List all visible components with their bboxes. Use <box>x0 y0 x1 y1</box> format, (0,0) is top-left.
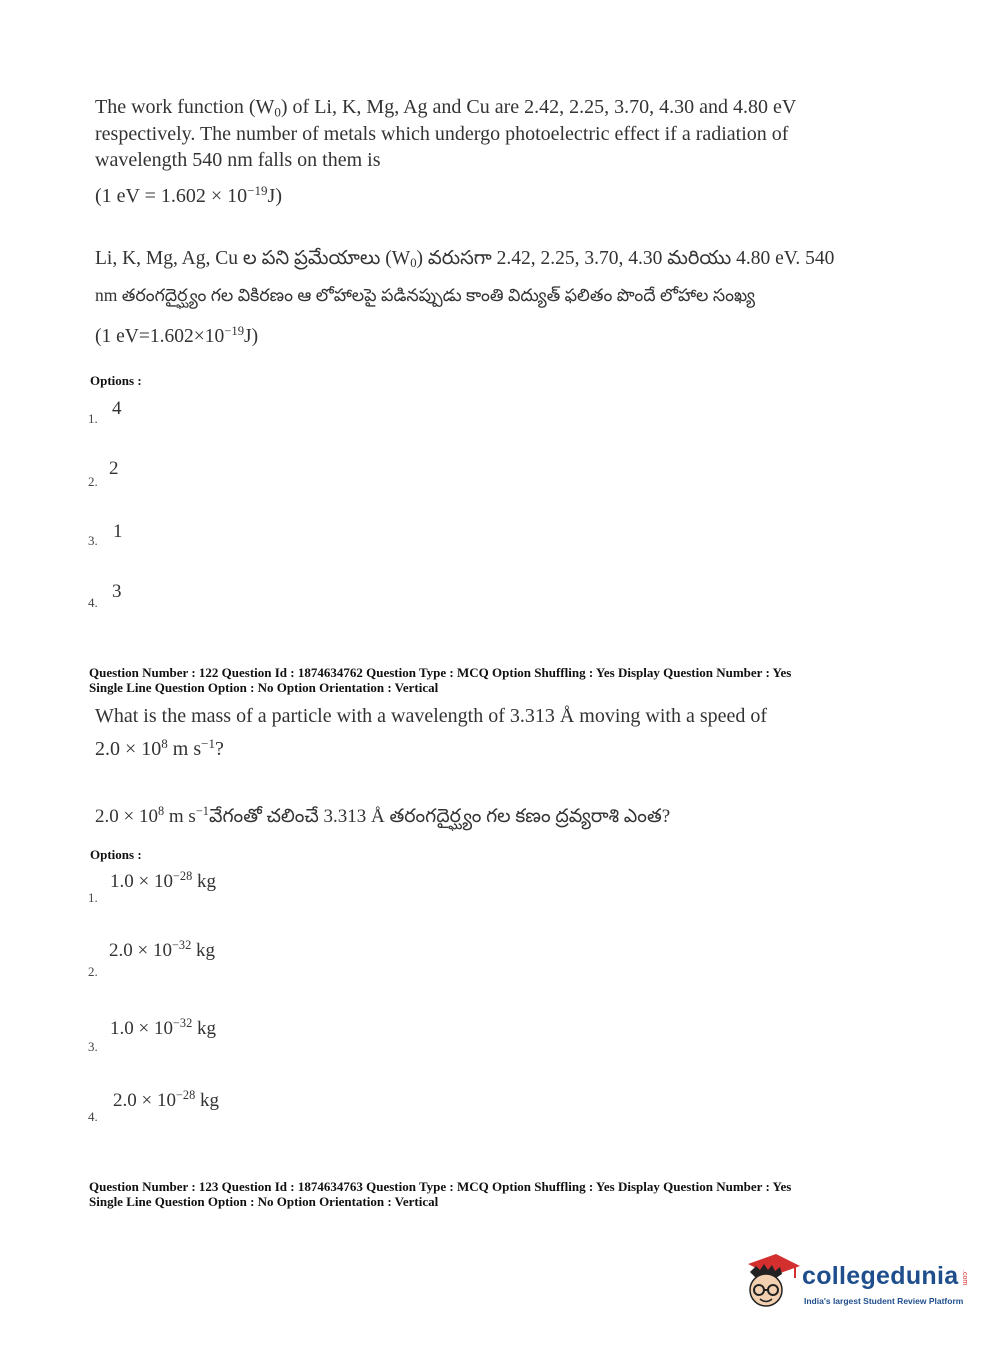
q122-te-line-c: వేగంతో చలించే 3.313 Å తరంగదైర్ఘ్యం గల కణం ద్రవ్యరాశి ఎంత? <box>208 805 671 827</box>
option-number: 4. <box>88 1109 98 1124</box>
option-mantissa: 1.0 × 10 <box>110 870 173 892</box>
q122-options-label: Options : <box>90 847 142 862</box>
q122-option-2[interactable] <box>88 935 288 977</box>
q121-option-2[interactable] <box>88 458 148 490</box>
q121-te-line3-sup: −19 <box>224 324 245 338</box>
q121-en-line1-sub: 0 <box>274 104 281 120</box>
option-mantissa: 1.0 × 10 <box>110 1017 173 1039</box>
option-value <box>113 1088 219 1112</box>
q123-meta-line2: Single Line Question Option : No Option Orientation : Vertical <box>89 1194 439 1209</box>
collegedunia-logo[interactable] <box>742 1250 982 1320</box>
logo-suffix: .com <box>961 1270 968 1286</box>
q122-option-4[interactable] <box>88 1085 288 1127</box>
mascot-icon <box>742 1250 800 1312</box>
q121-te-line1-b: ) వరుసగా 2.42, 2.25, 3.70, 4.30 మరియు 4.80 eV. 540 <box>416 248 835 269</box>
q121-en-line4-a: (1 eV = 1.602 × 10 <box>95 185 248 208</box>
option-mantissa: 2.0 × 10 <box>109 939 172 961</box>
q121-option-1[interactable] <box>88 398 148 430</box>
option-value <box>110 869 216 893</box>
q121-en-line4-sup: −19 <box>247 183 268 198</box>
q121-te-line2: nm తరంగదైర్ఘ్యం గల వికిరణం ఆ లోహాలపై పడినప్పుడు కాంతి విద్యుత్ ఫలితం పొందే లోహాల సంఖ్య <box>95 285 756 305</box>
option-number: 2. <box>88 964 98 979</box>
option-unit: kg <box>192 1017 217 1039</box>
option-number: 3. <box>88 1039 98 1054</box>
option-value: 4 <box>112 398 122 419</box>
option-value <box>109 938 215 962</box>
q122-en-line2 <box>95 731 224 763</box>
option-number: 3. <box>88 533 98 548</box>
q122-en-line2-a: 2.0 × 10 <box>95 738 162 761</box>
option-exponent: −32 <box>171 938 192 952</box>
q121-te-line1 <box>95 246 834 277</box>
option-value <box>110 1016 216 1040</box>
option-number: 1. <box>88 411 98 426</box>
option-unit: kg <box>195 1089 220 1111</box>
q121-en-line1-a: The work function (W <box>95 96 275 118</box>
q121-en-line4 <box>95 178 282 210</box>
q121-te-line3-a: (1 eV=1.602×10 <box>95 325 225 347</box>
logo-tagline: India's largest Student Review Platform <box>804 1296 964 1306</box>
q121-en-line4-b: J) <box>267 185 282 208</box>
q122-en-line2-sup2: −1 <box>201 736 215 751</box>
option-number: 2. <box>88 474 98 489</box>
q122-meta-line2: Single Line Question Option : No Option Orientation : Vertical <box>89 680 439 695</box>
q122-te-line-b: m s <box>164 805 196 827</box>
option-number: 1. <box>88 890 98 905</box>
q122-te-line <box>95 798 670 830</box>
q122-en-line2-c: ? <box>214 738 224 761</box>
option-number: 4. <box>88 595 98 610</box>
q121-options-label: Options : <box>90 373 142 388</box>
q123-meta-line1: Question Number : 123 Question Id : 1874634763 Question Type : MCQ Option Shuffling : Yes Display Question Number : Yes <box>89 1179 792 1194</box>
q121-en-line2: respectively. The number of metals which undergo photoelectric effect if a radiation of <box>95 123 789 145</box>
logo-wordmark <box>802 1262 958 1291</box>
option-exponent: −28 <box>175 1088 196 1102</box>
q122-en-line1: What is the mass of a particle with a wavelength of 3.313 Å moving with a speed of <box>95 705 768 727</box>
q122-te-line-sup1: 8 <box>157 804 165 818</box>
option-exponent: −32 <box>172 1016 193 1030</box>
q122-te-line-a: 2.0 × 10 <box>95 805 158 827</box>
q121-option-4[interactable] <box>88 581 148 613</box>
q121-en-line1-rest: ) of Li, K, Mg, Ag and Cu are 2.42, 2.25, 3.70, 4.30 and 4.80 eV <box>280 96 797 118</box>
option-value: 3 <box>112 581 122 602</box>
option-unit: kg <box>192 870 217 892</box>
option-value: 2 <box>109 458 119 479</box>
option-value: 1 <box>113 521 123 542</box>
q121-en-line3: wavelength 540 nm falls on them is <box>95 149 381 171</box>
option-exponent: −28 <box>172 869 193 883</box>
q121-te-line1-a: Li, K, Mg, Ag, Cu ల పని ప్రమేయాలు (W <box>95 248 411 269</box>
q122-option-3[interactable] <box>88 1013 288 1055</box>
q122-meta-line1: Question Number : 122 Question Id : 1874634762 Question Type : MCQ Option Shuffling : Yes Display Question Number : Yes <box>89 665 792 680</box>
option-unit: kg <box>191 939 216 961</box>
q122-option-1[interactable] <box>88 866 288 908</box>
q121-te-line3 <box>95 318 258 350</box>
logo-name: collegedunia <box>802 1262 959 1290</box>
q121-te-line1-sub: 0 <box>410 256 417 271</box>
q122-en-line2-sup1: 8 <box>161 736 168 751</box>
q122-te-line-sup2: −1 <box>195 804 209 818</box>
option-mantissa: 2.0 × 10 <box>113 1089 176 1111</box>
q122-en-line2-b: m s <box>167 738 202 761</box>
q121-te-line3-b: J) <box>244 325 259 347</box>
q121-option-3[interactable] <box>88 521 148 553</box>
